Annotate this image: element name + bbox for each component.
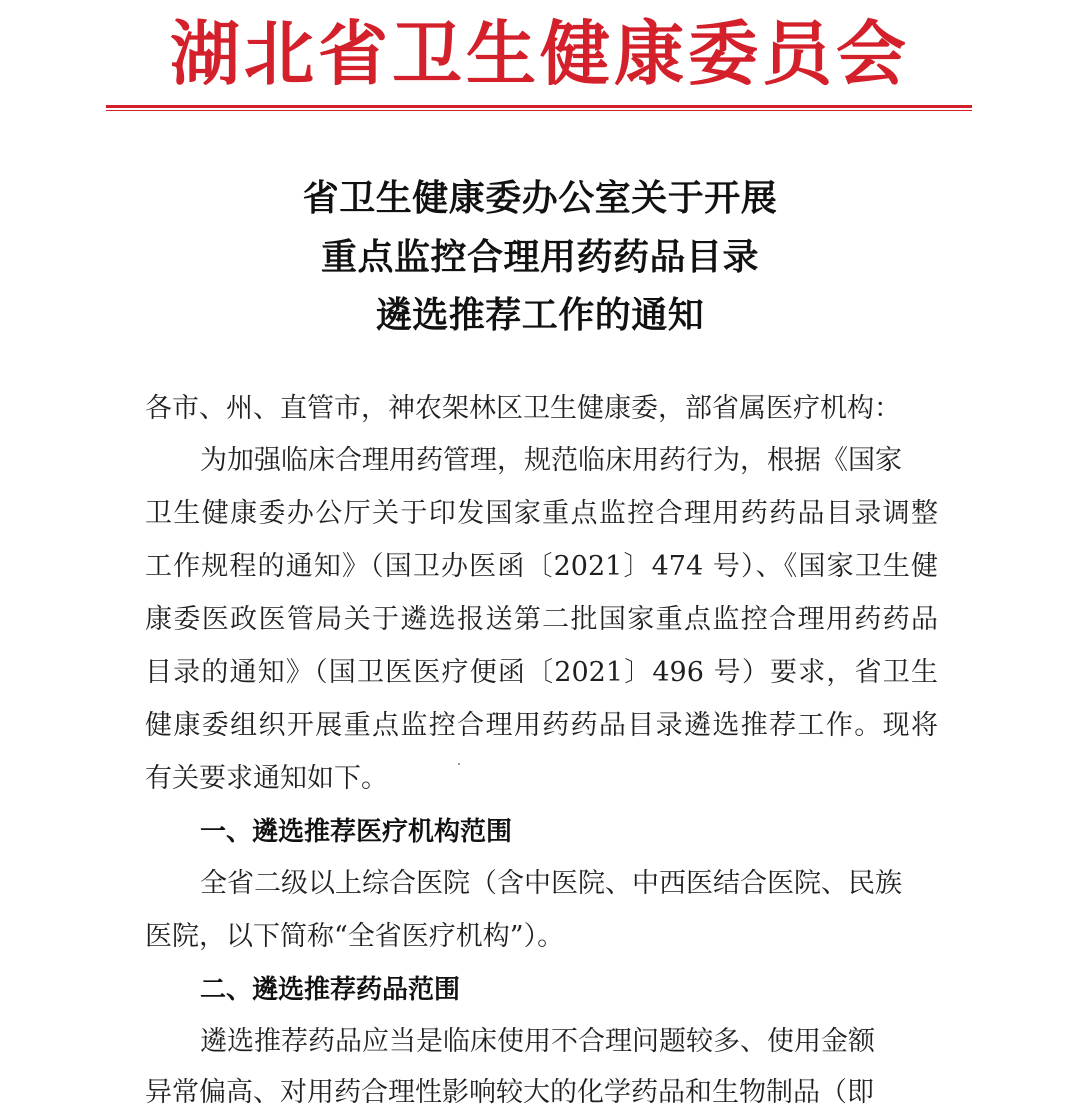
paragraph-1-line: 健康委组织开展重点监控合理用药药品目录遴选推荐工作。现将 — [145, 710, 938, 741]
paragraph-1-line: 目录的通知》（国卫医医疗便函〔2021〕496 号）要求，省卫生 — [145, 657, 938, 688]
section-2-line: 遴选推荐药品应当是临床使用不合理问题较多、使用金额 — [200, 1026, 875, 1057]
document-title-line-1: 省卫生健康委办公室关于开展 — [302, 178, 778, 219]
salutation: 各市、州、直管市，神农架林区卫生健康委，部省属医疗机构： — [145, 393, 901, 424]
section-1-heading: 一、遴选推荐医疗机构范围 — [200, 817, 513, 847]
paragraph-1-line: 为加强临床合理用药管理，规范临床用药行为，根据《国家 — [200, 445, 902, 476]
section-1-line: 医院，以下简称“全省医疗机构”）。 — [145, 921, 565, 952]
paragraph-1-line: 康委医政医管局关于遴选报送第二批国家重点监控合理用药药品 — [145, 604, 938, 635]
paragraph-1-line: 工作规程的通知》（国卫办医函〔2021〕474 号）、《国家卫生健 — [145, 551, 938, 582]
document-title-line-3: 遴选推荐工作的通知 — [375, 295, 705, 336]
section-2-heading: 二、遴选推荐药品范围 — [200, 975, 461, 1005]
section-1-line: 全省二级以上综合医院（含中医院、中西医结合医院、民族 — [200, 868, 902, 899]
document-title-line-2: 重点监控合理用药药品目录 — [320, 237, 759, 278]
letterhead-org-name: 湖北省卫生健康委员会 — [170, 12, 910, 95]
paragraph-1-line: 有关要求通知如下。 — [145, 763, 388, 794]
letterhead-red-rule — [106, 105, 972, 111]
paragraph-1-line: 卫生健康委办公厅关于印发国家重点监控合理用药药品目录调整 — [145, 498, 938, 529]
section-2-line: 异常偏高、对用药合理性影响较大的化学药品和生物制品（即 — [145, 1077, 874, 1108]
scan-speck — [458, 763, 460, 765]
